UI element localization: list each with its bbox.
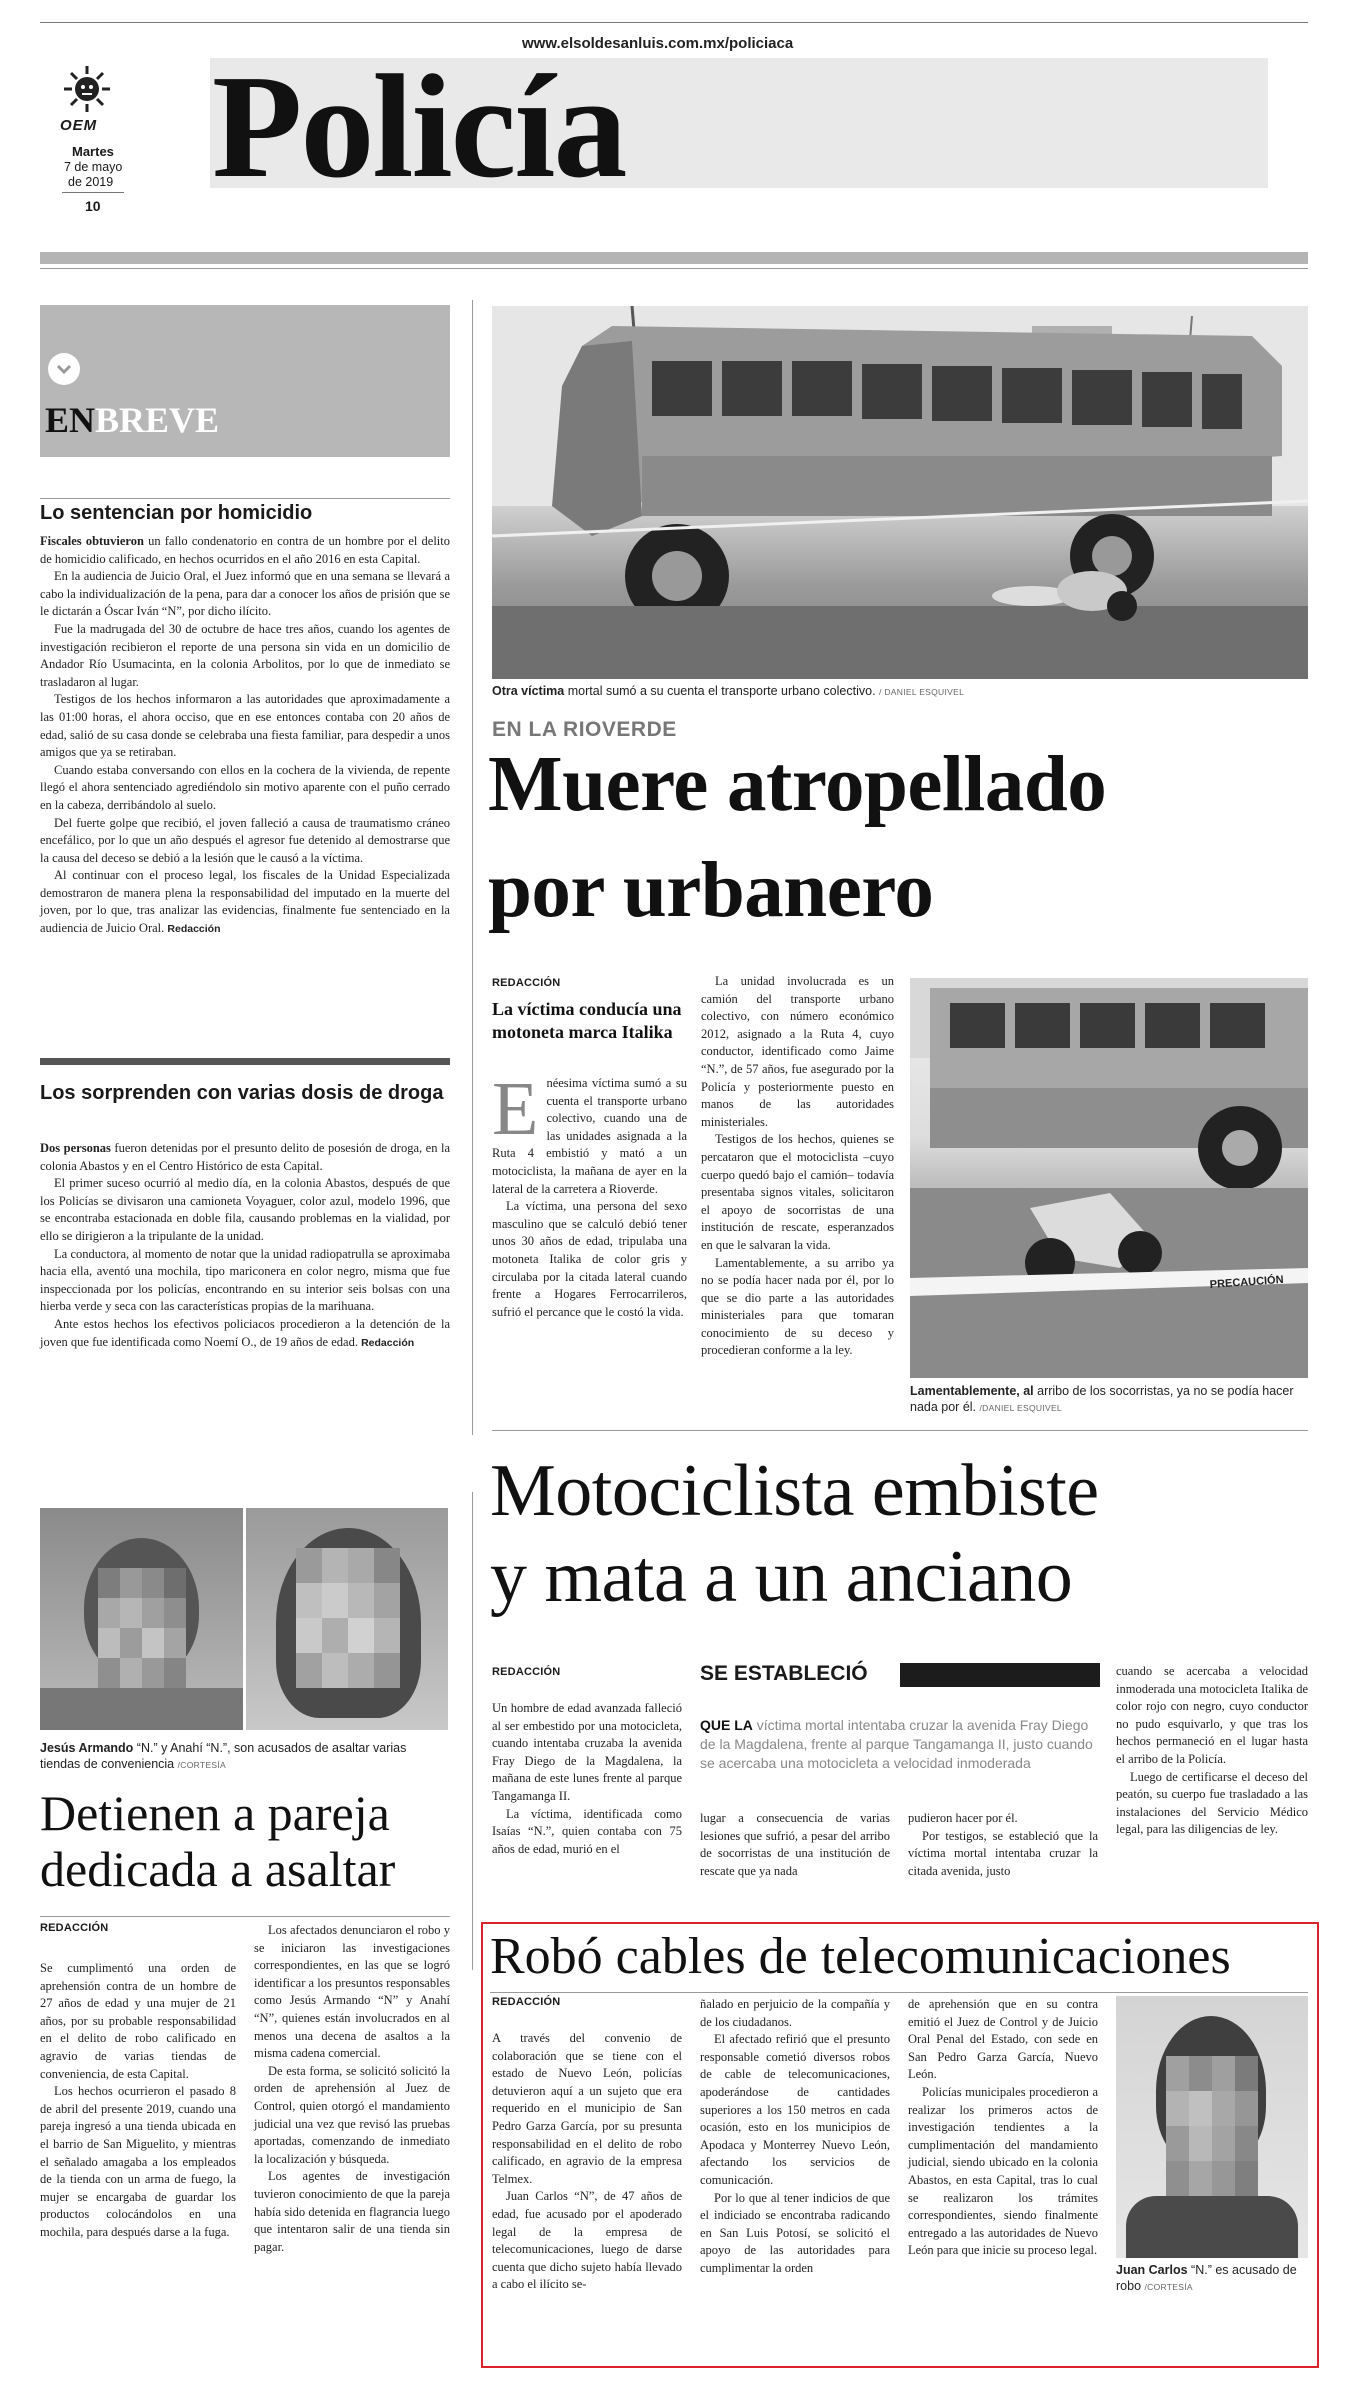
- drop-cap: E: [492, 1067, 539, 1151]
- moto-col-4: cuando se acercaba a velocidad inmoderada una motocicleta Italika de color rojo con negro, cuyo conductor no pudo esquivarlo, y que tras los hechos permaneció en el lugar hasta el arribo de la Policía. Luego de certificarse el deceso del peatón, su cuerpo fue trasladado a las instalaciones del Servicio Médico legal, para las diligencias de ley.: [1116, 1664, 1308, 1837]
- story-rule: [40, 1916, 450, 1917]
- cables-col-2: ñalado en perjuicio de la compañía y de los ciudadanos. El afectado refirió que el presunto responsable cometió diversos robos de cable de telecomunicaciones, apoderándose de cantidades superiores a los 150 metros en cada ocasión, esto en los municipios de Apodaca y Monterrey Nuevo León, afectando los servicios de comunicación. Por lo que al tener indicios de que el indiciado se encontraba radicando en San Luis Potosí, se solicitó el apoyo de las autoridades para cumplimentar la orden: [700, 1997, 890, 2275]
- cables-col-3: de aprehensión que en su contra emitió el Juez de Control y de Juicio Oral Penal del Estado, con sede en San Pedro Garza García, Nuevo León. Policías municipales procedieron a realizar los primeros actos de investigación tendientes a la cumplimentación del mandamiento judicial, siendo ubicado en la colonia Abastos, en esta Capital, tras lo cual se realizaron los trámites correspondientes, siendo finalmente entregado a las autoridades de Nuevo León para que inicie su proceso legal.: [908, 1997, 1098, 2258]
- couple-headline: Detienen a pareja dedicada a asaltar: [40, 1785, 396, 1897]
- chevron-down-icon[interactable]: [48, 353, 80, 385]
- column-divider: [472, 300, 473, 1435]
- story-rule: [490, 1992, 1308, 1993]
- moto-author: REDACCIÓN: [492, 1666, 561, 1678]
- page-number: 10: [85, 198, 101, 214]
- masthead-date: 7 de mayo: [64, 160, 123, 174]
- suspect-photo-juan-carlos: [1116, 1996, 1308, 2258]
- cables-col-1: A través del convenio de colaboración que se tiene con el estado de Nuevo León, policías detuvieron aquí a un sujeto que era requerido en el municipio de San Pedro Garza García, por su presunta responsabilidad en el delito de robo calificado, en agravio de la empresa Telmex. Juan Carlos “N”, de 47 años de edad, fue acusado por el apoderado legal de la empresa de telecomunicaciones, luego de darse cuenta que dicho sujeto había llevado a cabo el ilícito se-: [492, 2031, 682, 2292]
- story2-headline: Los sorprenden con varias dosis de droga: [40, 1082, 444, 1104]
- motorcycle-scene-photo: [910, 978, 1308, 1378]
- main-headline-line2: por urbanero: [488, 847, 934, 934]
- juan-carlos-caption: Juan Carlos “N.” es acusado de robo /CORTESÍA: [1116, 2263, 1297, 2293]
- story-rule: [40, 498, 450, 499]
- couple-author: REDACCIÓN: [40, 1922, 109, 1934]
- story1-headline: Lo sentencian por homicidio: [40, 502, 313, 524]
- oem-logo: OEM: [60, 117, 98, 134]
- masthead-subrule: [40, 268, 1308, 269]
- main-headline-line1: Muere atropellado: [488, 741, 1107, 828]
- date-rule: [62, 192, 124, 193]
- moto-headline-line1: Motociclista embiste: [490, 1450, 1099, 1532]
- en-breve-label: ENBREVE: [45, 400, 220, 440]
- suspect-photo-female: [246, 1508, 448, 1730]
- tape-text: PRECAUCIÓN: [1209, 1273, 1284, 1291]
- cables-headline: Robó cables de telecomunicaciones: [490, 1928, 1231, 1985]
- cables-author: REDACCIÓN: [492, 1996, 561, 2008]
- sun-logo-icon: [62, 64, 112, 114]
- top-rule: [40, 22, 1308, 23]
- main-kicker: EN LA RIOVERDE: [492, 718, 677, 741]
- couple-col-1: Se cumplimentó una orden de aprehensión contra de un hombre de 27 años de edad y una mujer de 21 años, por su probable responsabilidad en el delito de robo calificado en agravio de varias tiendas de conveniencia, de esta Capital. Los hechos ocurrieron el pasado 8 de abril del presente 2019, cuando una pareja ingresó a una tienda ubicada en el barrio de San Miguelito, y mientras el señalado amagaba a los empleados de la tienda con un arma de fuego, la mujer se encargaba de guardar los productos colocándolos en una mochila, para después darse a la fuga.: [40, 1961, 236, 2239]
- masthead-day: Martes: [72, 144, 114, 159]
- main-col-1: E néesima víctima sumó a su cuenta el transporte urbano colectivo, cuando una de las unidades asignada a la Ruta 4 embistió y mató a un motociclista, la mañana de ayer en la lateral de la carretera a Rioverde. La víctima, una persona del sexo masculino que se calculó debió tener unos 30 años de edad, tripulaba una motoneta Italika de color gris y circulaba por la citada lateral cuando frente a Hogares Ferrocarrileros, sufrió el percance que le costó la vida.: [492, 1067, 687, 1319]
- main-author: REDACCIÓN: [492, 977, 561, 989]
- en-breve-box: [40, 305, 450, 457]
- section-url[interactable]: www.elsoldesanluis.com.mx/policiaca: [522, 35, 794, 52]
- masthead-bar: [40, 252, 1308, 264]
- couple-caption: Jesús Armando “N.” y Anahí “N.”, son acusados de asaltar varias tiendas de conveniencia /CORTESÍA: [40, 1741, 407, 1771]
- bus-accident-photo: [492, 306, 1308, 679]
- moto-col-2: lugar a consecuencia de varias lesiones que sufrió, a pesar del arribo de socorristas de una institución de rescate que ya nada: [700, 1811, 890, 1878]
- moto-col-1: Un hombre de edad avanzada falleció al ser embestido por una motocicleta, cuando intentaba cruzaba la avenida Fray Diego de la Magdalena, la mañana de este lunes frente al parque Tangamanga II. La víctima, identificada como Isaías “N.”, quien contaba con 75 años de edad, murió en el: [492, 1701, 682, 1856]
- column-divider: [472, 1492, 473, 1970]
- section-title: Policía: [212, 45, 626, 209]
- bus-photo-caption: Otra víctima mortal sumó a su cuenta el transporte urbano colectivo. / DANIEL ESQUIVEL: [492, 684, 965, 698]
- moto-headline-line2: y mata a un anciano: [490, 1536, 1073, 1618]
- story1-body: Fiscales obtuvieron un fallo condenatorio en contra de un hombre por el delito de homicidio calificado, en hechos ocurridos en el año 2016 en esta Capital. En la audiencia de Juicio Oral, el Juez informó que en una semana se llevará a cabo la individualización de la pena, para dar a conocer los años de prisión que se le dictarán a Óscar Iván “N”, por dicho ilícito. Fue la madrugada del 30 de octubre de hace tres años, cuando los agentes de investigación recibieron el reporte de una persona sin vida en un domicilio de Andador Río Usumacinta, en la colonia Arbolitos, por lo que de inmediato se trasladaron al lugar. Testigos de los hechos informaron a las autoridades que aproximadamente a las 01:00 horas, el ahora occiso, que en ese entonces contaba con 20 años de edad, salió de su casa donde se celebraba una fiesta familiar, para despedir a unos amigos que ya se retiraban. Cuando estaba conversando con ellos en la cochera de la vivienda, de repente llegó el ahora sentenciado agrediéndolo sin motivo aparente con el puño cerrado en la cabeza, derribándolo al suelo. Del fuerte golpe que recibió, el joven falleció a causa de traumatismo cráneo encefálico, por lo que un año después el agresor fue detenido al demostrarse que la causa del deceso se debió a la lesión que le causó a la víctima. Al continuar con el proceso legal, los fiscales de la Unidad Especializada demostraron de manera plena la responsabilidad del imputado en la muerte del joven, por lo que, tras analizar las evidencias, finalmente fue sentenciado en la audiencia de Juicio Oral. Redacción: [40, 534, 450, 936]
- moto-col-3: pudieron hacer por él. Por testigos, se estableció que la víctima mortal intentaba cruzar la citada avenida, justo: [908, 1811, 1098, 1878]
- couple-col-2: Los afectados denunciaron el robo y se iniciaron las investigaciones correspondientes, en las que se logró identificar a los presuntos responsables como Jesús Armando “N” y Anahí “N”, quienes están involucrados en al menos una decena de asaltos a la misma cadena comercial. De esta forma, se solicitó solicitó la orden de aprehensión al Juez de Control, quien otorgó el mandamiento judicial una vez que revisó las pruebas aportadas, comenzando de inmediato la localización y búsqueda. Los agentes de investigación tuvieron conocimiento de que la pareja había sido detenida en flagrancia luego que intentaron salir de una tienda sin pagar.: [254, 1923, 450, 2254]
- box-quote: QUE LA víctima mortal intentaba cruzar la avenida Fray Diego de la Magdalena, frente al parque Tangamanga II, justo cuando se acercaba una motocicleta a velocidad inmoderada: [700, 1717, 1093, 1771]
- story2-body: Dos personas fueron detenidas por el presunto delito de posesión de droga, en la colonia Abastos y en el Centro Histórico de esta Capital. El primer suceso ocurrió al medio día, en la colonia Abastos, después de que los Policías se divisaron una camioneta Voyaguer, color azul, modelo 1996, que se encontraba estacionada en doble fila, causando problemas en la vialidad, por ello se dirigieron a la tripulante de la unidad. La conductora, al momento de notar que la unidad radiopatrulla se aproximaba hacia ella, aventó una mochila, tipo mariconera en color negro, misma que fue inspeccionada por los policías, encontrando en su interior seis bolsas con una hierba verde y seca con las características propias de la marihuana. Ante estos hechos los efectivos policiacos procedieron a la detención de la joven que fue identificada como Noemí O., de 19 años de edad. Redacción: [40, 1141, 451, 1349]
- motorcycle-photo-caption: Lamentablemente, al arribo de los socorristas, ya no se podía hacer nada por él. /DANIEL ESQUIVEL: [910, 1384, 1294, 1414]
- masthead-year: de 2019: [68, 175, 114, 189]
- main-subhead: La víctima conducía una motoneta marca Italika: [492, 999, 682, 1042]
- story-rule: [492, 1430, 1308, 1431]
- box-title: SE ESTABLECIÓ: [700, 1662, 878, 1686]
- suspect-photo-male: [40, 1508, 243, 1730]
- main-col-2: La unidad involucrada es un camión del transporte urbano colectivo, con número económico 2012, asignado a la Ruta 4, cuyo conductor, identificado como Jaime “N.”, de 57 años, fue asegurado por la Policía y posteriormente puesto en manos de las autoridades ministeriales. Testigos de los hechos, quienes se percataron que el motociclista –cuyo cuerpo quedó bajo el camión– todavía presentaba signos vitales, solicitaron el apoyo de socorristas de una institución de rescate, esperanzados en que le salvaran la vida. Lamentablemente, a su arribo ya no se podía hacer nada por él, por lo que se dio parte a las autoridades ministeriales para que tomaran conocimiento de su deceso y procedieran conforme a la ley.: [701, 974, 894, 1358]
- story-thick-rule: [40, 1058, 450, 1065]
